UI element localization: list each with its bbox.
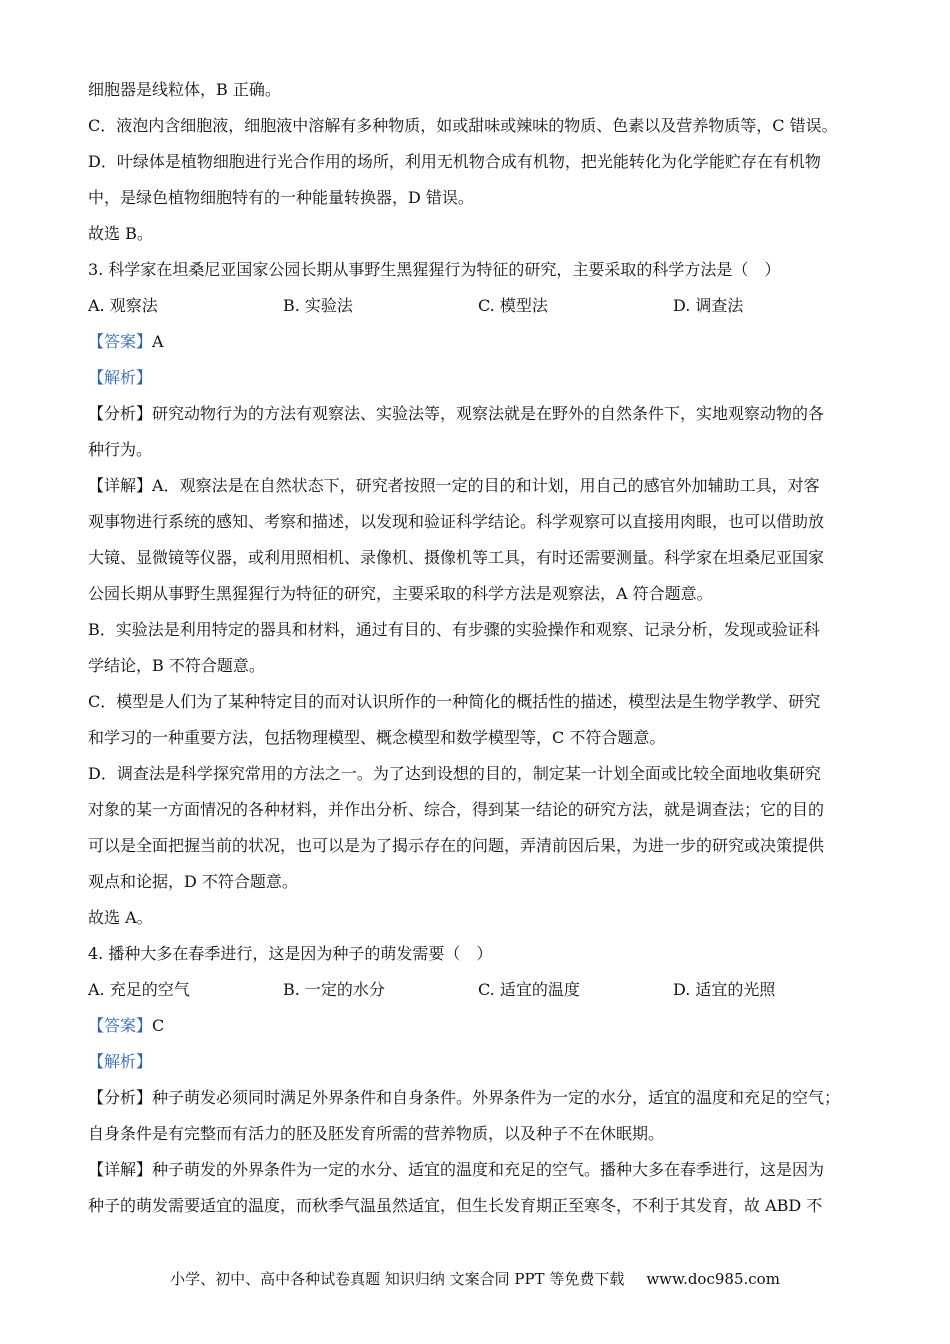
q4-answer [88,1008,868,1044]
q4-option-b: B. 一定的水分 [283,980,385,999]
q3-fenxi-line: 种行为。 [88,440,153,459]
q4-option-d: D. 适宜的光照 [673,980,776,999]
question-3-stem: 3. 科学家在坦桑尼亚国家公园长期从事野生黑猩猩行为特征的研究，主要采取的科学方法是（ ） [88,260,781,279]
q3-xiangjie-line [88,468,868,504]
xiangjie-tag: 【详解】 [88,1160,153,1179]
q3-option-b: B. 实验法 [283,296,353,315]
q4-xiangjie-line [88,1152,868,1188]
q3-answer [88,324,868,360]
q4-option-a: A. 充足的空气 [88,980,190,999]
q3-xiangjie-line: 学结论，B 不符合题意。 [88,656,265,675]
prev-conclusion: 故选 B。 [88,224,153,243]
answer-value: A [152,332,164,351]
q3-xiangjie-line: 观点和论据，D 不符合题意。 [88,872,298,891]
q4-xiangjie-line: 种子的萌发需要适宜的温度，而秋季气温虽然适宜，但生长发育期正至寒冬，不利于其发育，故 ABD 不 [88,1196,823,1215]
q3-option-c: C. 模型法 [478,296,548,315]
analysis-tag: 【解析】 [88,368,153,387]
q3-xiangjie-line: 可以是全面把握当前的状况，也可以是为了揭示存在的问题，弄清前因后果，为进一步的研究或决策提供 [88,836,825,855]
q3-fenxi-line [88,396,868,432]
prev-explanation-line: C．液泡内含细胞液，细胞液中溶解有多种物质，如或甜味或辣味的物质、色素以及营养物质等，C 错误。 [88,116,838,135]
question-4-stem: 4. 播种大多在春季进行，这是因为种子的萌发需要（ ） [88,944,493,963]
q3-xiangjie-line: 大镜、显微镜等仪器，或利用照相机、录像机、摄像机等工具，有时还需要测量。科学家在坦桑尼亚国家 [88,548,825,567]
q3-conclusion: 故选 A。 [88,908,153,927]
fenxi-tag: 【分析】 [88,1088,153,1107]
xiangjie-tag: 【详解】 [88,476,153,495]
answer-tag: 【答案】 [88,332,153,351]
xiangjie-text: A．观察法是在自然状态下，研究者按照一定的目的和计划，用自己的感官外加辅助工具，对客 [152,476,820,495]
answer-value: C [152,1016,165,1035]
q3-xiangjie-line: C．模型是人们为了某种特定目的而对认识所作的一种简化的概括性的描述，模型法是生物学教学、研究 [88,692,821,711]
question-3-options [88,288,868,324]
q3-option-a: A. 观察法 [88,296,158,315]
q3-xiangjie-line: B．实验法是利用特定的器具和材料，通过有目的、有步骤的实验操作和观察、记录分析，发现或验证科 [88,620,820,639]
q4-analysis-heading [88,1044,868,1080]
prev-explanation-line: D．叶绿体是植物细胞进行光合作用的场所，利用无机物合成有机物，把光能转化为化学能贮存在有机物 [88,152,821,171]
analysis-tag: 【解析】 [88,1052,153,1071]
q4-option-c: C. 适宜的温度 [478,980,580,999]
question-4-options [88,972,868,1008]
q3-xiangjie-line: 观事物进行系统的感知、考察和描述，以发现和验证科学结论。科学观察可以直接用肉眼，也可以借助放 [88,512,825,531]
q4-fenxi-line [88,1080,868,1116]
q3-xiangjie-line: 和学习的一种重要方法，包括物理模型、概念模型和数学模型等，C 不符合题意。 [88,728,666,747]
q4-fenxi-line: 自身条件是有完整而有活力的胚及胚发育所需的营养物质，以及种子不在休眠期。 [88,1124,665,1143]
fenxi-text: 研究动物行为的方法有观察法、实验法等，观察法就是在野外的自然条件下，实地观察动物的各 [152,404,825,423]
q3-analysis-heading [88,360,868,396]
fenxi-text: 种子萌发必须同时满足外界条件和自身条件。外界条件为一定的水分，适宜的温度和充足的空气； [152,1088,841,1107]
footer-text: 小学、初中、高中各种试卷真题 知识归纳 文案合同 PPT 等免费下载 [170,1270,625,1288]
q3-xiangjie-line: 对象的某一方面情况的各种材料，并作出分析、综合，得到某一结论的研究方法，就是调查法；它的目的 [88,800,825,819]
footer-url[interactable]: www.doc985.com [646,1270,780,1288]
prev-explanation-line: 细胞器是线粒体，B 正确。 [88,80,281,99]
answer-tag: 【答案】 [88,1016,153,1035]
q3-option-d: D. 调查法 [673,296,744,315]
xiangjie-text: 种子萌发的外界条件为一定的水分、适宜的温度和充足的空气。播种大多在春季进行，这是因为 [152,1160,825,1179]
page-footer [0,1268,950,1289]
prev-explanation-line: 中，是绿色植物细胞特有的一种能量转换器，D 错误。 [88,188,474,207]
fenxi-tag: 【分析】 [88,404,153,423]
page-content [88,72,868,1224]
q3-xiangjie-line: D．调查法是科学探究常用的方法之一。为了达到设想的目的，制定某一计划全面或比较全面地收集研究 [88,764,821,783]
q3-xiangjie-line: 公园长期从事野生黑猩猩行为特征的研究，主要采取的科学方法是观察法，A 符合题意。 [88,584,713,603]
